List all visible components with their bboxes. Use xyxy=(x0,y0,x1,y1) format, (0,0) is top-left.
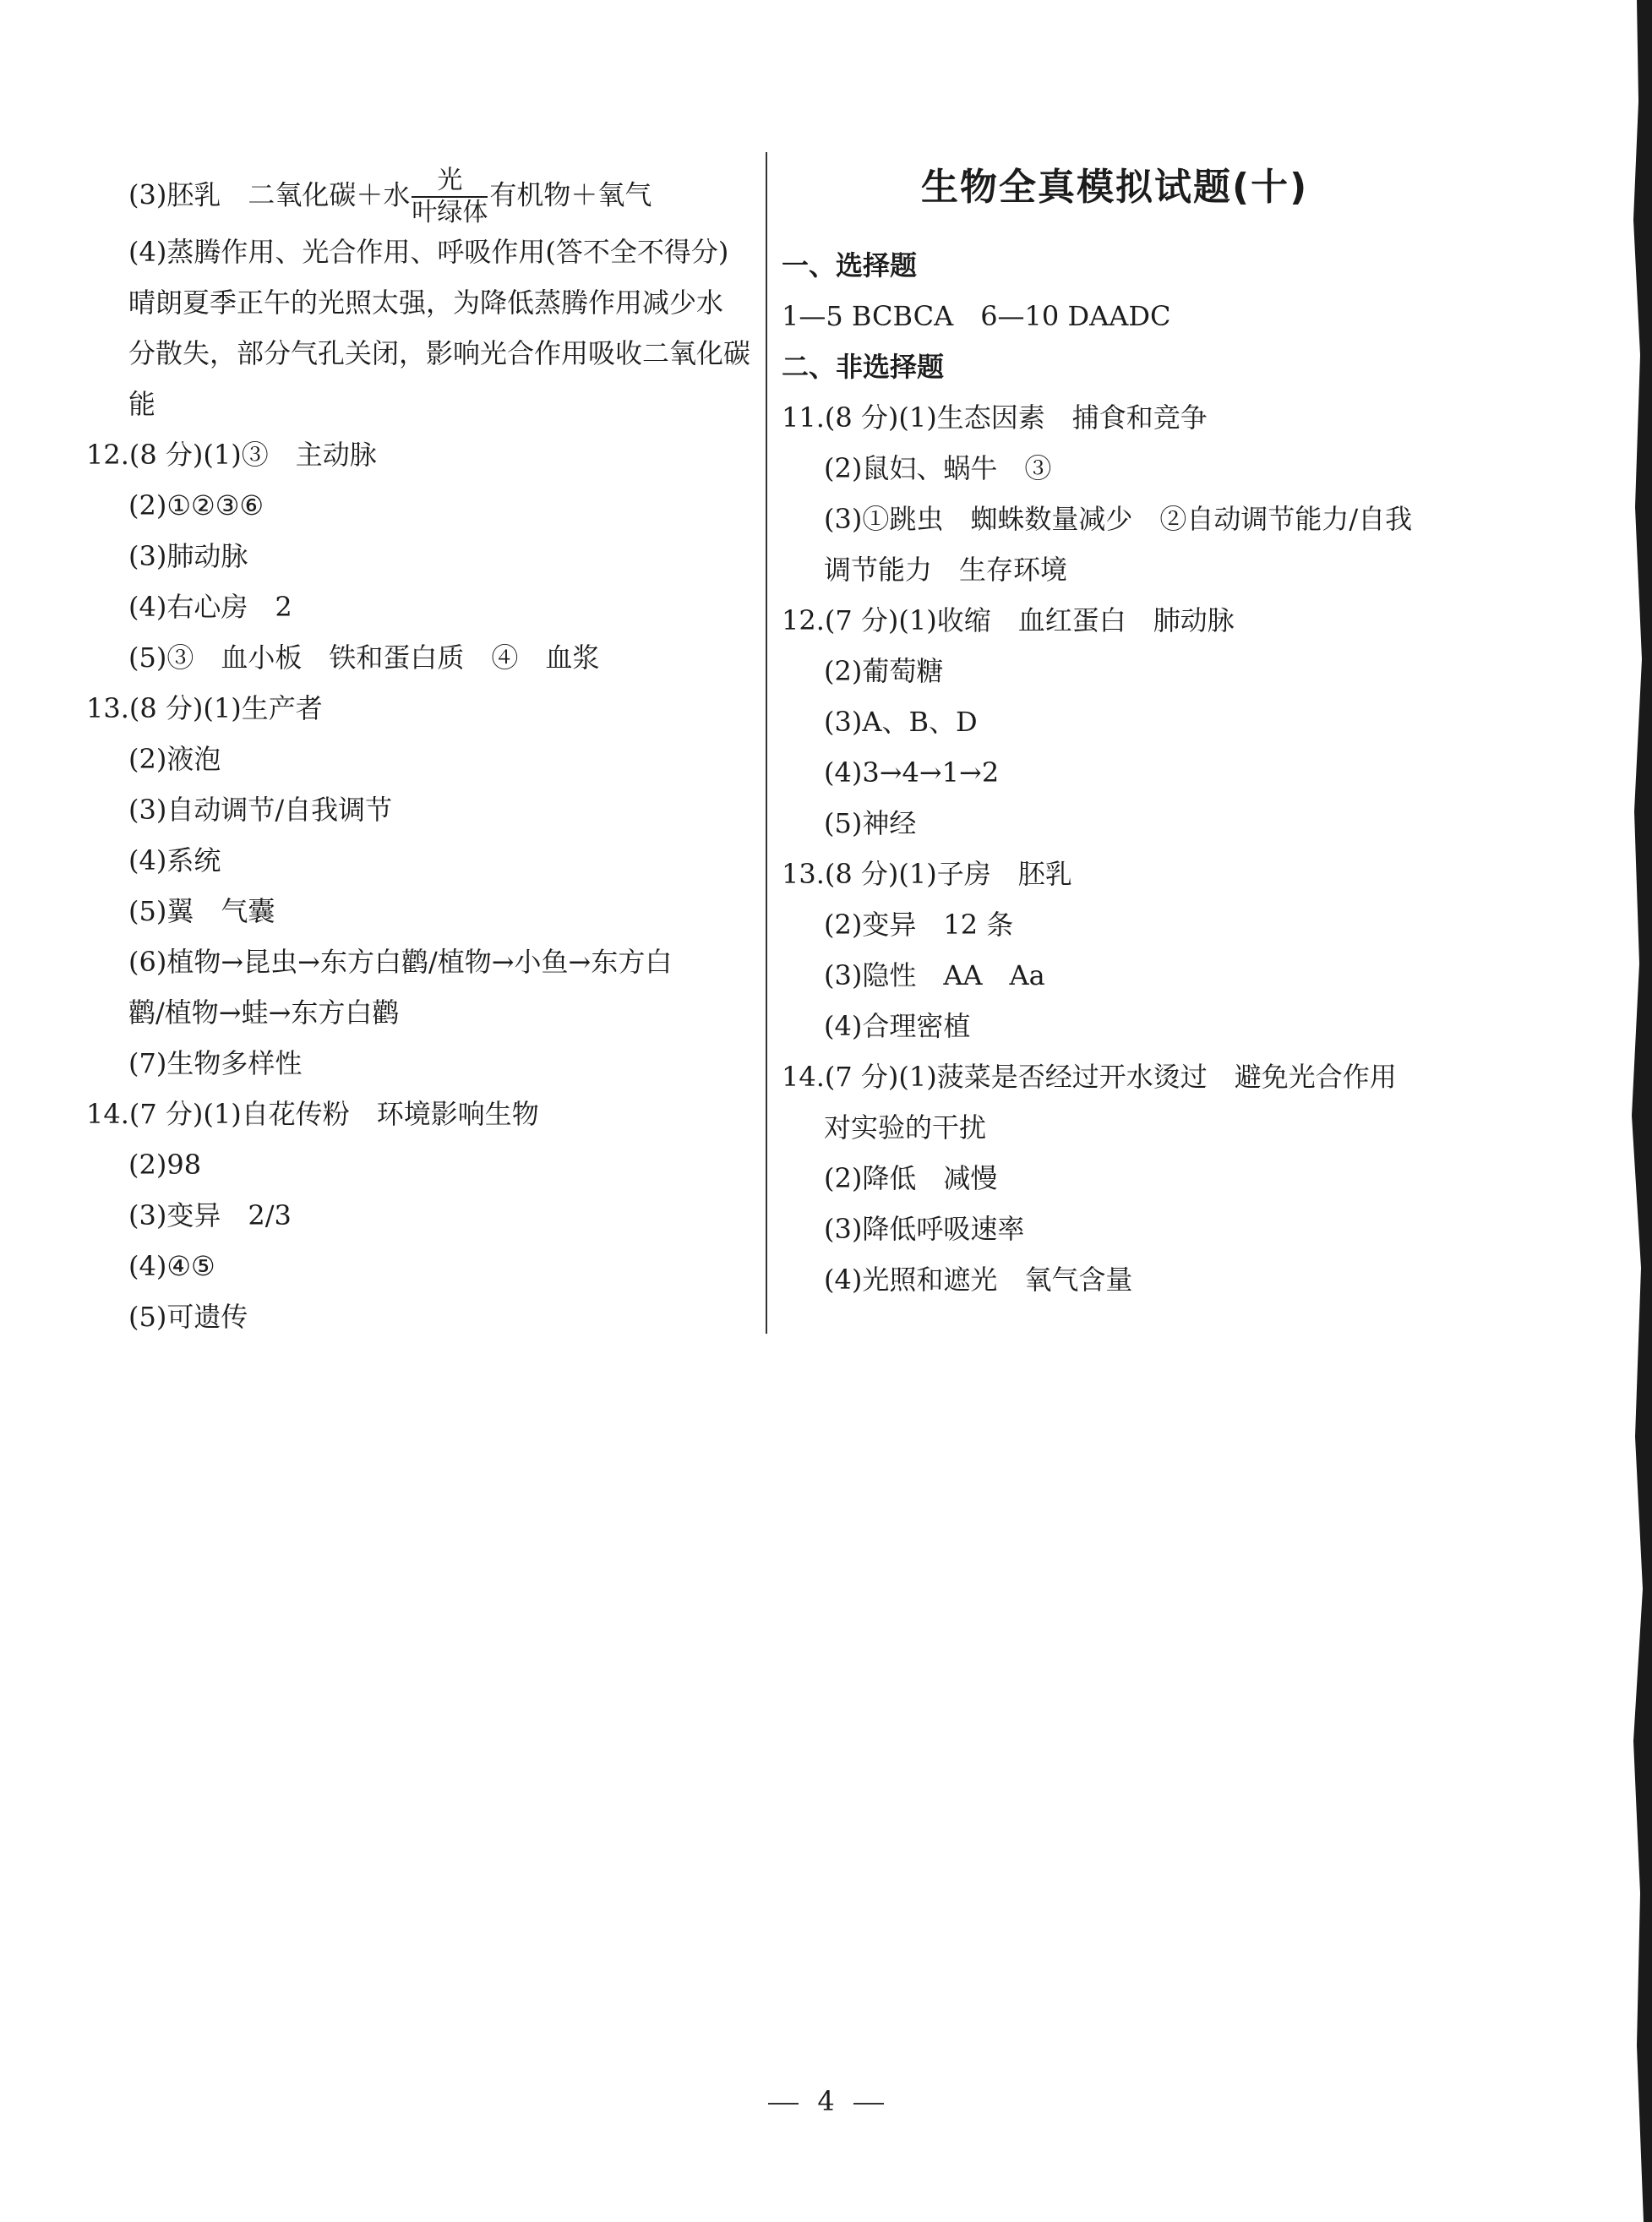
scan-edge-shadow xyxy=(1627,0,1652,2222)
fraction-top: 光 xyxy=(412,166,488,198)
answer-line: (2)降低 减慢 xyxy=(824,1162,998,1194)
question-13-line: 13.(8 分)(1)生产者 xyxy=(86,692,323,724)
answer-line: (3)A、B、D xyxy=(824,706,978,738)
footer-dash-right xyxy=(853,2103,884,2105)
answer-line: (3)变异 2/3 xyxy=(128,1199,292,1231)
answer-line: (3)①跳虫 蜘蛛数量减少 ②自动调节能力/自我 xyxy=(824,503,1413,535)
q10-3-prefix: (3)胚乳 二氧化碳＋水 xyxy=(128,178,411,211)
fraction-bottom: 叶绿体 xyxy=(412,198,488,227)
answer-line: (7)生物多样性 xyxy=(128,1047,303,1079)
answer-line: (2)变异 12 条 xyxy=(824,909,1014,941)
answer-line: 能 xyxy=(128,388,156,420)
question-14-line: 14.(7 分)(1)自花传粉 环境影响生物 xyxy=(86,1098,539,1130)
choice-answers: 1—5 BCBCA 6—10 DAADC xyxy=(782,300,1171,332)
answer-line: (2)98 xyxy=(128,1149,202,1181)
answer-line: (5)翼 气囊 xyxy=(128,895,275,927)
answer-line: (6)植物→昆虫→东方白鹳/植物→小鱼→东方白 xyxy=(128,946,673,978)
answer-line: (4)系统 xyxy=(128,844,221,876)
answer-line: (5)神经 xyxy=(824,807,917,839)
answer-line: (4)右心房 2 xyxy=(128,591,292,623)
answer-line: 晴朗夏季正午的光照太强，为降低蒸腾作用减少水 xyxy=(128,287,724,319)
answer-line: (2)液泡 xyxy=(128,743,221,775)
answer-line: (3)降低呼吸速率 xyxy=(824,1213,1025,1245)
question-12-line: 12.(7 分)(1)收缩 血红蛋白 肺动脉 xyxy=(782,604,1235,636)
answer-line: (2)葡萄糖 xyxy=(824,655,944,687)
answer-line: (4)④⑤ xyxy=(128,1250,215,1282)
answer-line: (4)光照和遮光 氧气含量 xyxy=(824,1264,1133,1296)
question-12-line: 12.(8 分)(1)③ 主动脉 xyxy=(86,439,377,471)
answer-line: (5)可遗传 xyxy=(128,1301,248,1333)
answer-line: (3)自动调节/自我调节 xyxy=(128,794,393,826)
exam-title: 生物全真模拟试题(十) xyxy=(921,166,1309,209)
column-divider xyxy=(766,152,767,1334)
answer-line: 对实验的干扰 xyxy=(824,1111,987,1144)
answer-line: (2)鼠妇、蜗牛 ③ xyxy=(824,452,1052,484)
question-11-line: 11.(8 分)(1)生态因素 捕食和竞争 xyxy=(782,401,1208,434)
reaction-condition-fraction xyxy=(412,166,488,228)
answer-line: (3)肺动脉 xyxy=(128,540,248,572)
q10-3-suffix: 有机物＋氧气 xyxy=(489,178,652,211)
answer-line: (4)3→4→1→2 xyxy=(824,756,1000,789)
answer-line: (5)③ 血小板 铁和蛋白质 ④ 血浆 xyxy=(128,641,600,674)
answer-line: 鹳/植物→蛙→东方白鹳 xyxy=(128,996,400,1029)
answer-line: 分散失，部分气孔关闭，影响光合作用吸收二氧化碳 xyxy=(128,337,751,369)
answer-line: 调节能力 生存环境 xyxy=(824,554,1068,586)
footer-dash-left xyxy=(768,2103,799,2105)
answer-line: (4)蒸腾作用、光合作用、呼吸作用(答不全不得分) xyxy=(128,236,729,268)
answer-line: (4)合理密植 xyxy=(824,1010,971,1042)
page-number: 4 xyxy=(817,2085,835,2117)
section-heading-nonchoice: 二、非选择题 xyxy=(782,351,945,383)
answer-line: (3)隐性 AA Aa xyxy=(824,959,1045,991)
answer-line: (2)①②③⑥ xyxy=(128,489,264,521)
question-13-line: 13.(8 分)(1)子房 胚乳 xyxy=(782,858,1072,890)
q10-3-line xyxy=(128,166,652,228)
section-heading-choice: 一、选择题 xyxy=(782,249,918,281)
page-footer xyxy=(0,2084,1652,2118)
question-14-line: 14.(7 分)(1)菠菜是否经过开水烫过 避免光合作用 xyxy=(782,1061,1397,1093)
